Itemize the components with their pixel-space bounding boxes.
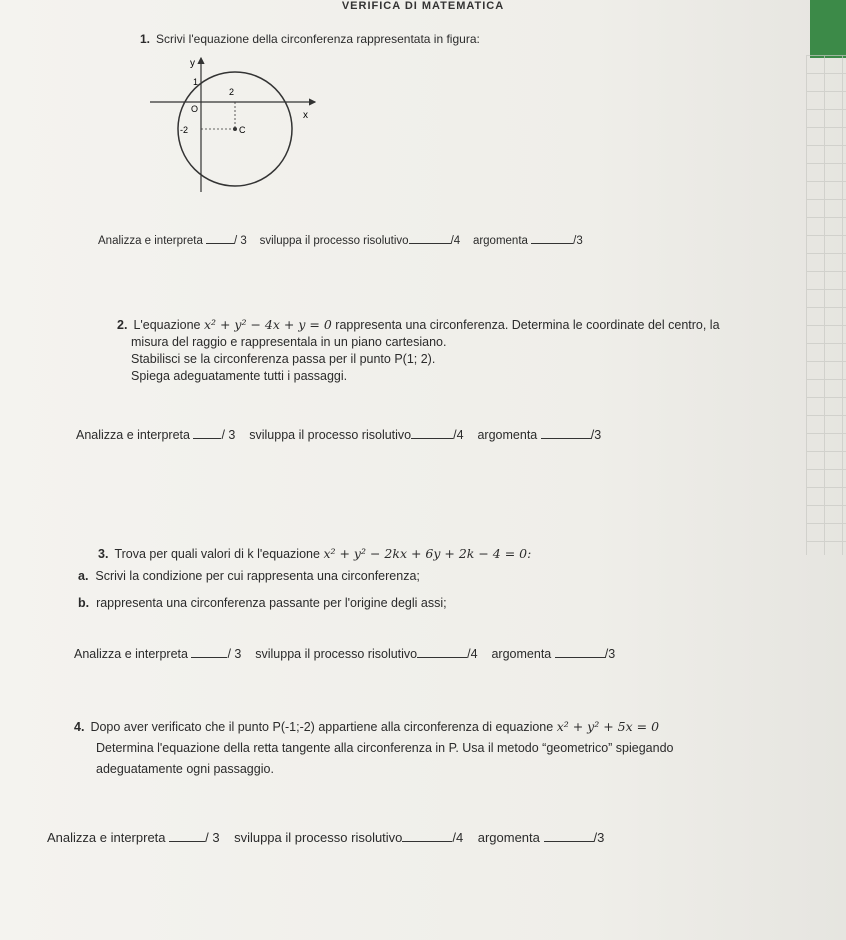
question-2-line-1 <box>117 316 807 334</box>
question-2-line-2: misura del raggio e rappresentala in un piano cartesiano. <box>131 335 447 349</box>
question-3 <box>98 545 818 563</box>
rubric-score-3b: /3 <box>604 647 616 661</box>
question-4-prefix: Dopo aver verificato che il punto P(-1;-2) appartiene alla circonferenza di equazione <box>90 720 554 734</box>
rubric-row-1 <box>98 231 583 247</box>
question-3-a-label: a. <box>78 569 89 583</box>
tick-label-1: 1 <box>193 77 199 87</box>
tick-label-2: 2 <box>229 87 235 97</box>
score-blank-sviluppa[interactable] <box>409 231 451 244</box>
score-blank-sviluppa[interactable] <box>411 426 453 439</box>
rubric-score-3b: /3 <box>590 428 602 442</box>
origin-label: O <box>191 104 199 114</box>
question-3-b-label: b. <box>78 596 90 610</box>
page-title: VERIFICA DI MATEMATICA <box>341 0 505 12</box>
question-1-text: Scrivi l'equazione della circonferenza rappresentata in figura: <box>156 32 480 46</box>
score-blank-argomenta[interactable] <box>531 231 573 244</box>
question-2-line-4: Spiega adeguatamente tutti i passaggi. <box>131 369 348 383</box>
score-blank-argomenta[interactable] <box>544 829 594 842</box>
rubric-analizza: Analizza e interpreta <box>76 428 190 442</box>
rubric-score-3: / 3 <box>227 647 242 661</box>
tick-label-minus2: -2 <box>180 125 189 135</box>
rubric-argomenta: argomenta <box>472 235 528 247</box>
rubric-argomenta: argomenta <box>491 647 552 661</box>
rubric-sviluppa: sviluppa il processo risolutivo <box>249 428 412 442</box>
y-axis-label: y <box>190 58 195 69</box>
rubric-sviluppa: sviluppa il processo risolutivo <box>259 235 409 247</box>
question-4-line-2: Determina l'equazione della retta tangente alla circonferenza in P. Usa il metodo “geometrico” spiegando <box>96 741 674 755</box>
rubric-score-3: / 3 <box>221 428 236 442</box>
question-2-line-3: Stabilisci se la circonferenza passa per il punto P(1; 2). <box>131 352 436 366</box>
question-4 <box>74 716 834 780</box>
question-2 <box>117 316 807 385</box>
question-1 <box>140 31 480 48</box>
question-2-prefix: L'equazione <box>133 318 201 332</box>
rubric-score-3: / 3 <box>234 235 247 247</box>
rubric-score-3b: /3 <box>573 235 583 247</box>
center-point <box>233 127 237 131</box>
background-grid-paper <box>806 55 846 555</box>
rubric-score-4: /4 <box>467 647 478 661</box>
score-blank-analizza[interactable] <box>206 231 234 244</box>
rubric-score-3: / 3 <box>205 830 220 845</box>
rubric-score-4: /4 <box>453 428 464 442</box>
rubric-score-4: /4 <box>450 235 461 247</box>
rubric-row-4 <box>47 829 604 845</box>
question-4-line-3: adeguatamente ogni passaggio. <box>96 762 274 776</box>
question-4-line-1 <box>74 716 834 738</box>
question-2-number: 2. <box>117 318 128 332</box>
rubric-analizza: Analizza e interpreta <box>74 647 188 661</box>
rubric-sviluppa: sviluppa il processo risolutivo <box>255 647 418 661</box>
question-3-a-text: Scrivi la condizione per cui rappresenta una circonferenza; <box>95 569 420 583</box>
question-2-equation: x² + y² − 4x + y = 0 <box>203 317 332 332</box>
question-2-suffix: rappresenta una circonferenza. Determina le coordinate del centro, la <box>335 318 720 332</box>
rubric-sviluppa: sviluppa il processo risolutivo <box>234 830 403 845</box>
rubric-argomenta: argomenta <box>477 830 540 845</box>
score-blank-argomenta[interactable] <box>541 426 591 439</box>
rubric-analizza: Analizza e interpreta <box>98 235 203 247</box>
question-3-prefix: Trova per quali valori di k l'equazione <box>114 547 320 561</box>
question-3-b-text: rappresenta una circonferenza passante per l'origine degli assi; <box>96 596 447 610</box>
question-3-part-a <box>78 569 420 583</box>
score-blank-sviluppa[interactable] <box>417 645 467 658</box>
question-4-number: 4. <box>74 720 85 734</box>
rubric-score-3b: /3 <box>593 830 605 845</box>
score-blank-sviluppa[interactable] <box>402 829 452 842</box>
question-3-part-b <box>78 596 447 610</box>
score-blank-analizza[interactable] <box>169 829 205 842</box>
x-axis-label: x <box>303 110 308 121</box>
score-blank-analizza[interactable] <box>191 645 227 658</box>
score-blank-analizza[interactable] <box>193 426 221 439</box>
rubric-argomenta: argomenta <box>477 428 538 442</box>
rubric-row-3 <box>74 645 615 661</box>
rubric-score-4: /4 <box>452 830 464 845</box>
question-3-equation: x² + y² − 2kx + 6y + 2k − 4 = 0: <box>323 546 532 561</box>
score-blank-argomenta[interactable] <box>555 645 605 658</box>
rubric-analizza: Analizza e interpreta <box>47 830 166 845</box>
question-3-number: 3. <box>98 547 109 561</box>
center-label: C <box>239 125 246 135</box>
question-4-equation: x² + y² + 5x = 0 <box>556 719 660 734</box>
rubric-row-2 <box>76 426 601 442</box>
circle-figure <box>140 52 330 202</box>
question-1-number: 1. <box>140 32 151 46</box>
